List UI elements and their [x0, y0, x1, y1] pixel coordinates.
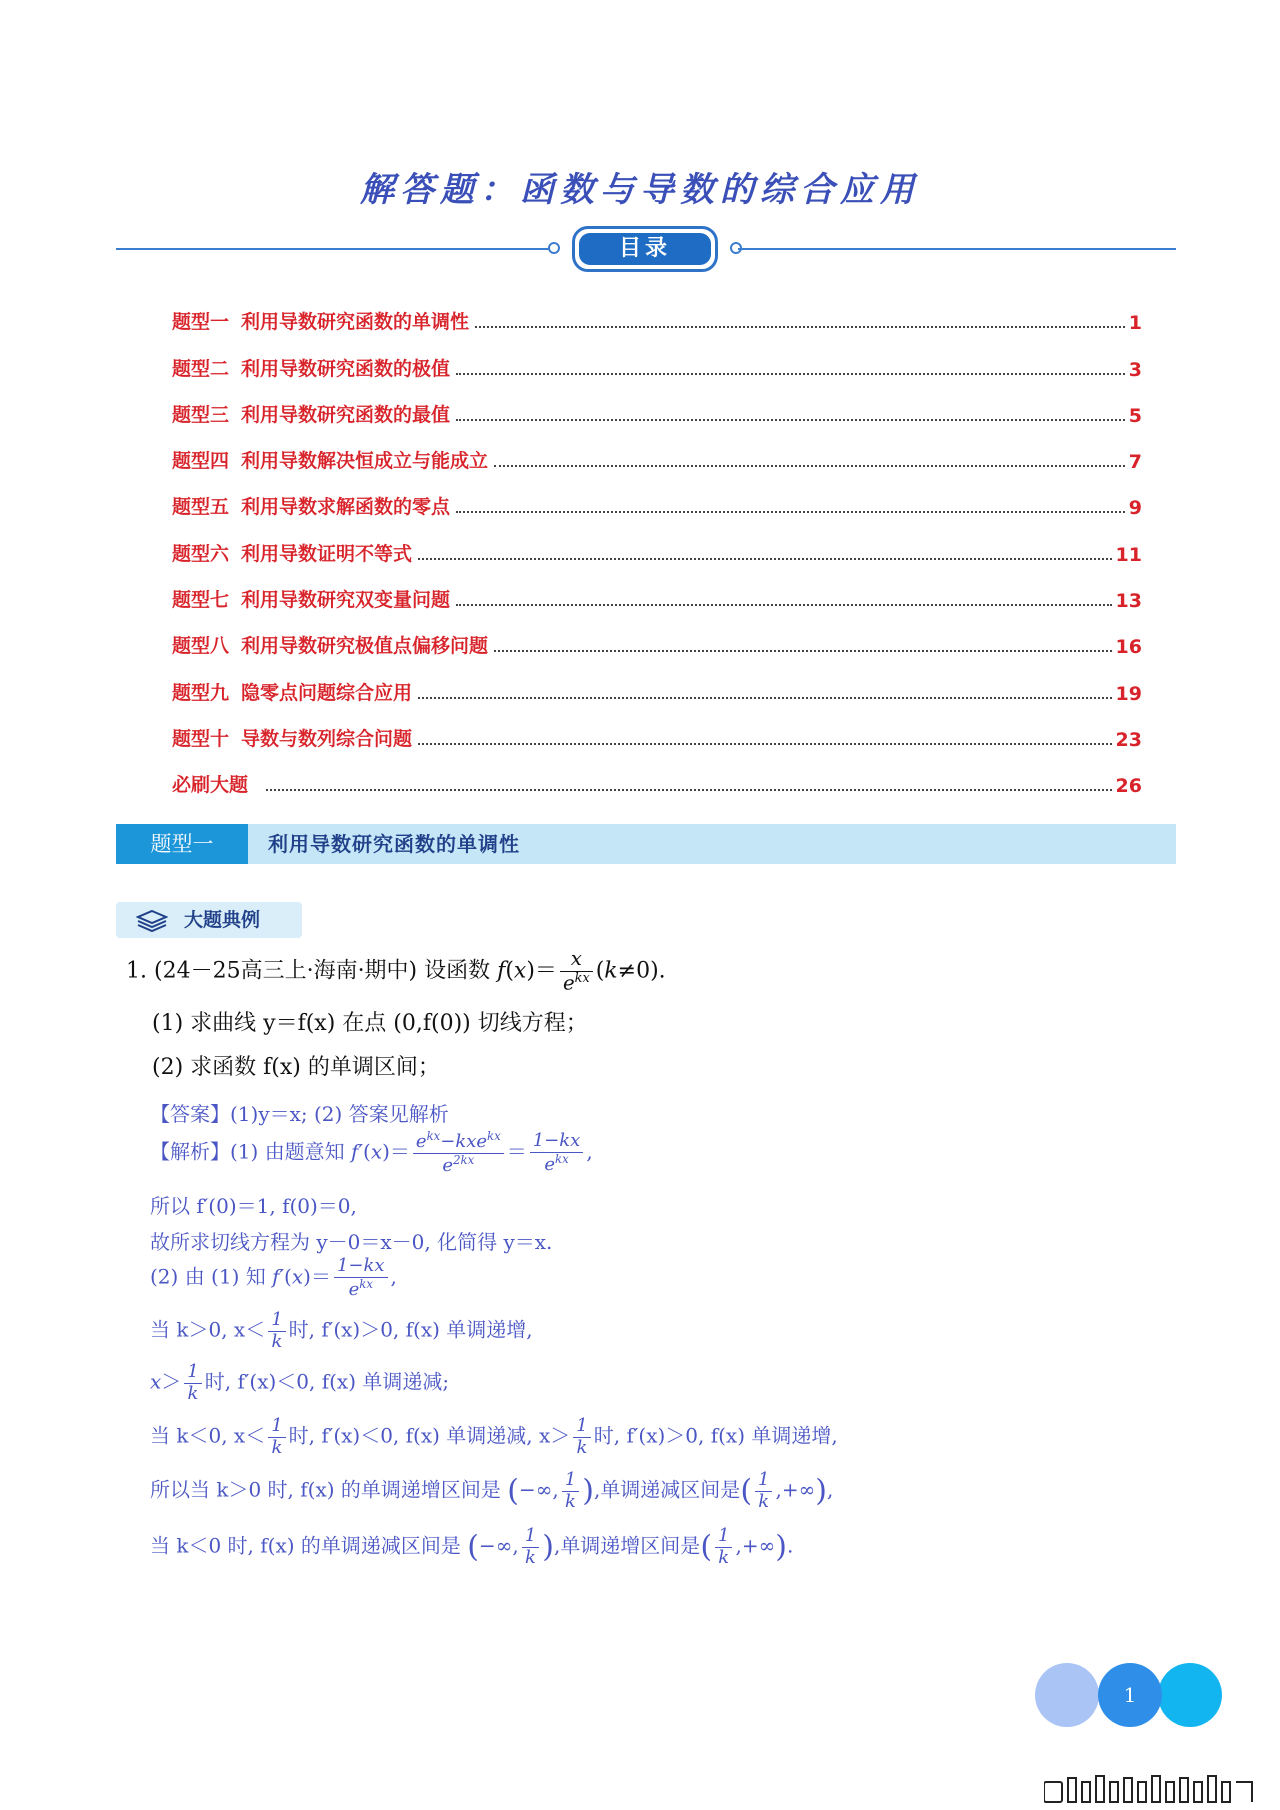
toc-entry-page: 3	[1128, 358, 1142, 381]
toc-entry-type: 题型二	[172, 357, 230, 380]
sub-question-1: (1) 求曲线 y＝f(x) 在点 (0,f(0)) 切线方程；	[152, 1011, 588, 1036]
toc-entry[interactable]	[172, 288, 1142, 334]
toc-entry-type: 题型八	[172, 635, 230, 658]
problem-source: (24－25高三上·海南·期中)	[154, 958, 418, 984]
fraction: $\frac{x}{e^{kx}}$	[560, 948, 593, 995]
layers-icon	[136, 909, 168, 933]
analysis-l5-b: 时, f′(x)＞0, f(x) 单调递增,	[288, 1317, 533, 1342]
toc-leader-dots	[475, 326, 1125, 328]
answer-line	[150, 1098, 449, 1127]
fraction: $\frac{1}{k}$	[755, 1470, 772, 1512]
fraction: $\frac{1}{k}$	[573, 1416, 590, 1458]
analysis-l8-b: 单调递减区间是	[600, 1477, 741, 1502]
toc-entry-page: 7	[1128, 451, 1142, 474]
analysis-l9-a: 当 k＜0 时, f(x) 的单调递减区间是	[150, 1533, 461, 1558]
example-tag-label: 大题典例	[184, 909, 261, 931]
problem-lead: 设函数	[424, 958, 491, 984]
analysis-line-2: 所以 f′(0)＝1, f(0)＝0,	[150, 1194, 357, 1218]
toc-entry-page: 5	[1128, 404, 1142, 427]
toc-leader-dots	[456, 604, 1112, 606]
analysis-line-7	[150, 1416, 838, 1458]
toc-entry[interactable]	[172, 658, 1142, 704]
section-tag: 题型一	[116, 824, 248, 864]
toc-entry-topic: 利用导数研究函数的单调性	[241, 311, 470, 334]
toc-leader-dots	[494, 650, 1112, 652]
toc-divider-left	[116, 248, 552, 250]
fraction: $\frac{1-kx}{e^{kx}}$	[530, 1131, 584, 1175]
fraction: $\frac{e^{kx}-kxe^{kx}}{e^{2kx}}$	[413, 1130, 504, 1176]
sub-question-2: (2) 求函数 f(x) 的单调区间；	[152, 1055, 440, 1080]
toc-leader-dots	[456, 373, 1125, 375]
toc-divider-right	[738, 248, 1176, 250]
toc-entry-page: 19	[1115, 682, 1142, 705]
toc-entry-type: 必刷大题	[172, 774, 249, 797]
toc-entry-type: 题型四	[172, 450, 230, 473]
analysis-l7-a: 当 k＜0, x＜	[150, 1423, 266, 1448]
toc-entry-type: 题型六	[172, 542, 230, 565]
problem-number: 1.	[126, 958, 147, 984]
toc-badge-label: 目录	[579, 233, 711, 265]
toc-entry-type: 题型九	[172, 681, 230, 704]
toc-entry-topic: 利用导数研究双变量问题	[241, 589, 451, 612]
document-title: 解答题：函数与导数的综合应用	[360, 170, 920, 210]
toc-entry-topic: 隐零点问题综合应用	[241, 681, 413, 704]
analysis-l7-c: 时, f′(x)＞0, f(x) 单调递增,	[593, 1423, 838, 1448]
analysis-line-6: x＞ $\frac{1}{k}$ 时, f′(x)＜0, f(x) 单调递减;	[150, 1361, 450, 1404]
toc-entry[interactable]	[172, 751, 1142, 797]
toc-entry[interactable]	[172, 473, 1142, 519]
toc-entry[interactable]	[172, 705, 1142, 751]
toc-leader-dots	[456, 511, 1125, 513]
toc-divider-dot-left	[548, 242, 560, 254]
toc-entry-topic: 利用导数研究函数的最值	[241, 403, 451, 426]
toc-entry-page: 26	[1115, 775, 1142, 798]
toc-leader-dots	[418, 558, 1112, 560]
toc-entry-topic: 利用导数求解函数的零点	[241, 496, 451, 519]
watermark-logo-icon	[1044, 1774, 1254, 1804]
toc-entry[interactable]	[172, 519, 1142, 565]
toc-entry-type: 题型一	[172, 311, 230, 334]
page-indicator-decoration-right	[1158, 1663, 1222, 1727]
toc-entry-page: 16	[1115, 636, 1142, 659]
page-indicator-decoration-left	[1035, 1663, 1099, 1727]
toc-entry-topic: 利用导数证明不等式	[241, 542, 413, 565]
toc-leader-dots	[266, 789, 1112, 791]
example-tag	[116, 902, 302, 938]
problem-statement: 1. (24－25高三上·海南·期中) 设函数 f(x)＝ $\frac{x}{e^{kx}}$ (k≠0).	[126, 947, 666, 995]
fraction: $\frac{1}{k}$	[715, 1526, 732, 1568]
toc-entry-topic: 利用导数解决恒成立与能成立	[241, 450, 489, 473]
analysis-l6-b: 时, f′(x)＜0, f(x) 单调递减;	[204, 1369, 450, 1394]
analysis-l5-a: 当 k＞0, x＜	[150, 1317, 266, 1342]
toc-entry[interactable]	[172, 612, 1142, 658]
toc-entry-topic: 利用导数研究函数的极值	[241, 357, 451, 380]
section-title: 利用导数研究函数的单调性	[268, 832, 520, 856]
answer-label: 【答案】	[150, 1102, 230, 1126]
toc-entry-page: 13	[1115, 590, 1142, 613]
table-of-contents	[172, 288, 1142, 797]
toc-leader-dots	[418, 697, 1112, 699]
toc-entry-page: 1	[1128, 312, 1142, 335]
toc-entry[interactable]	[172, 566, 1142, 612]
fraction: $\frac{1}{k}$	[268, 1310, 285, 1352]
analysis-l7-b: 时, f′(x)＜0, f(x) 单调递减, x＞	[288, 1423, 571, 1448]
toc-entry-type: 题型五	[172, 496, 230, 519]
analysis-l9-b: 单调递增区间是	[560, 1533, 701, 1558]
analysis-line-8: 所以当 k＞0 时, f(x) 的单调递增区间是 (−∞, $\frac{1}{k}$ ),单调递减区间是( $\frac{1}{k}$ ,+∞),	[150, 1469, 834, 1512]
toc-leader-dots	[456, 419, 1125, 421]
toc-entry-type: 题型三	[172, 403, 230, 426]
analysis-line-9: 当 k＜0 时, f(x) 的单调递减区间是 (−∞, $\frac{1}{k}$ ),单调递增区间是( $\frac{1}{k}$ ,+∞).	[150, 1525, 794, 1568]
toc-entry-type: 题型七	[172, 589, 230, 612]
toc-badge	[572, 226, 718, 272]
page-number: 1	[1098, 1663, 1162, 1727]
toc-entry-type: 题型十	[172, 727, 230, 750]
analysis-label: 【解析】	[150, 1139, 230, 1164]
toc-entry-page: 23	[1115, 728, 1142, 751]
fraction: $\frac{1}{k}$	[184, 1362, 201, 1404]
fraction: $\frac{1-kx}{e^{kx}}$	[334, 1256, 388, 1300]
toc-entry-topic: 导数与数列综合问题	[241, 727, 413, 750]
fraction: $\frac{1}{k}$	[268, 1416, 285, 1458]
toc-leader-dots	[494, 465, 1125, 467]
toc-entry[interactable]	[172, 381, 1142, 427]
toc-entry-page: 9	[1128, 497, 1142, 520]
fraction: $\frac{1}{k}$	[562, 1470, 579, 1512]
analysis-line-3: 故所求切线方程为 y－0＝x－0, 化简得 y＝x.	[150, 1230, 553, 1254]
analysis-l4-lead: (2) 由 (1) 知	[150, 1264, 266, 1289]
analysis-line-5	[150, 1310, 533, 1352]
toc-leader-dots	[418, 743, 1112, 745]
fraction: $\frac{1}{k}$	[522, 1526, 539, 1568]
section-header	[116, 824, 1176, 864]
analysis-line-4: (2) 由 (1) 知 f′(x)＝ $\frac{1-kx}{e^{kx}}$ ,	[150, 1255, 397, 1300]
toc-entry[interactable]	[172, 427, 1142, 473]
analysis-line-1: 【解析】(1) 由题意知 f′(x)＝ $\frac{e^{kx}-kxe^{kx}}{e^{2kx}}$ ＝ $\frac{1-kx}{e^{kx}}$ ,	[150, 1129, 593, 1176]
toc-entry-topic: 利用导数研究极值点偏移问题	[241, 635, 489, 658]
toc-entry[interactable]	[172, 334, 1142, 380]
analysis-l8-a: 所以当 k＞0 时, f(x) 的单调递增区间是	[150, 1477, 501, 1502]
answer-text: (1)y＝x; (2) 答案见解析	[230, 1102, 449, 1126]
analysis-l1-lead: (1) 由题意知	[230, 1139, 345, 1164]
toc-entry-page: 11	[1115, 543, 1142, 566]
